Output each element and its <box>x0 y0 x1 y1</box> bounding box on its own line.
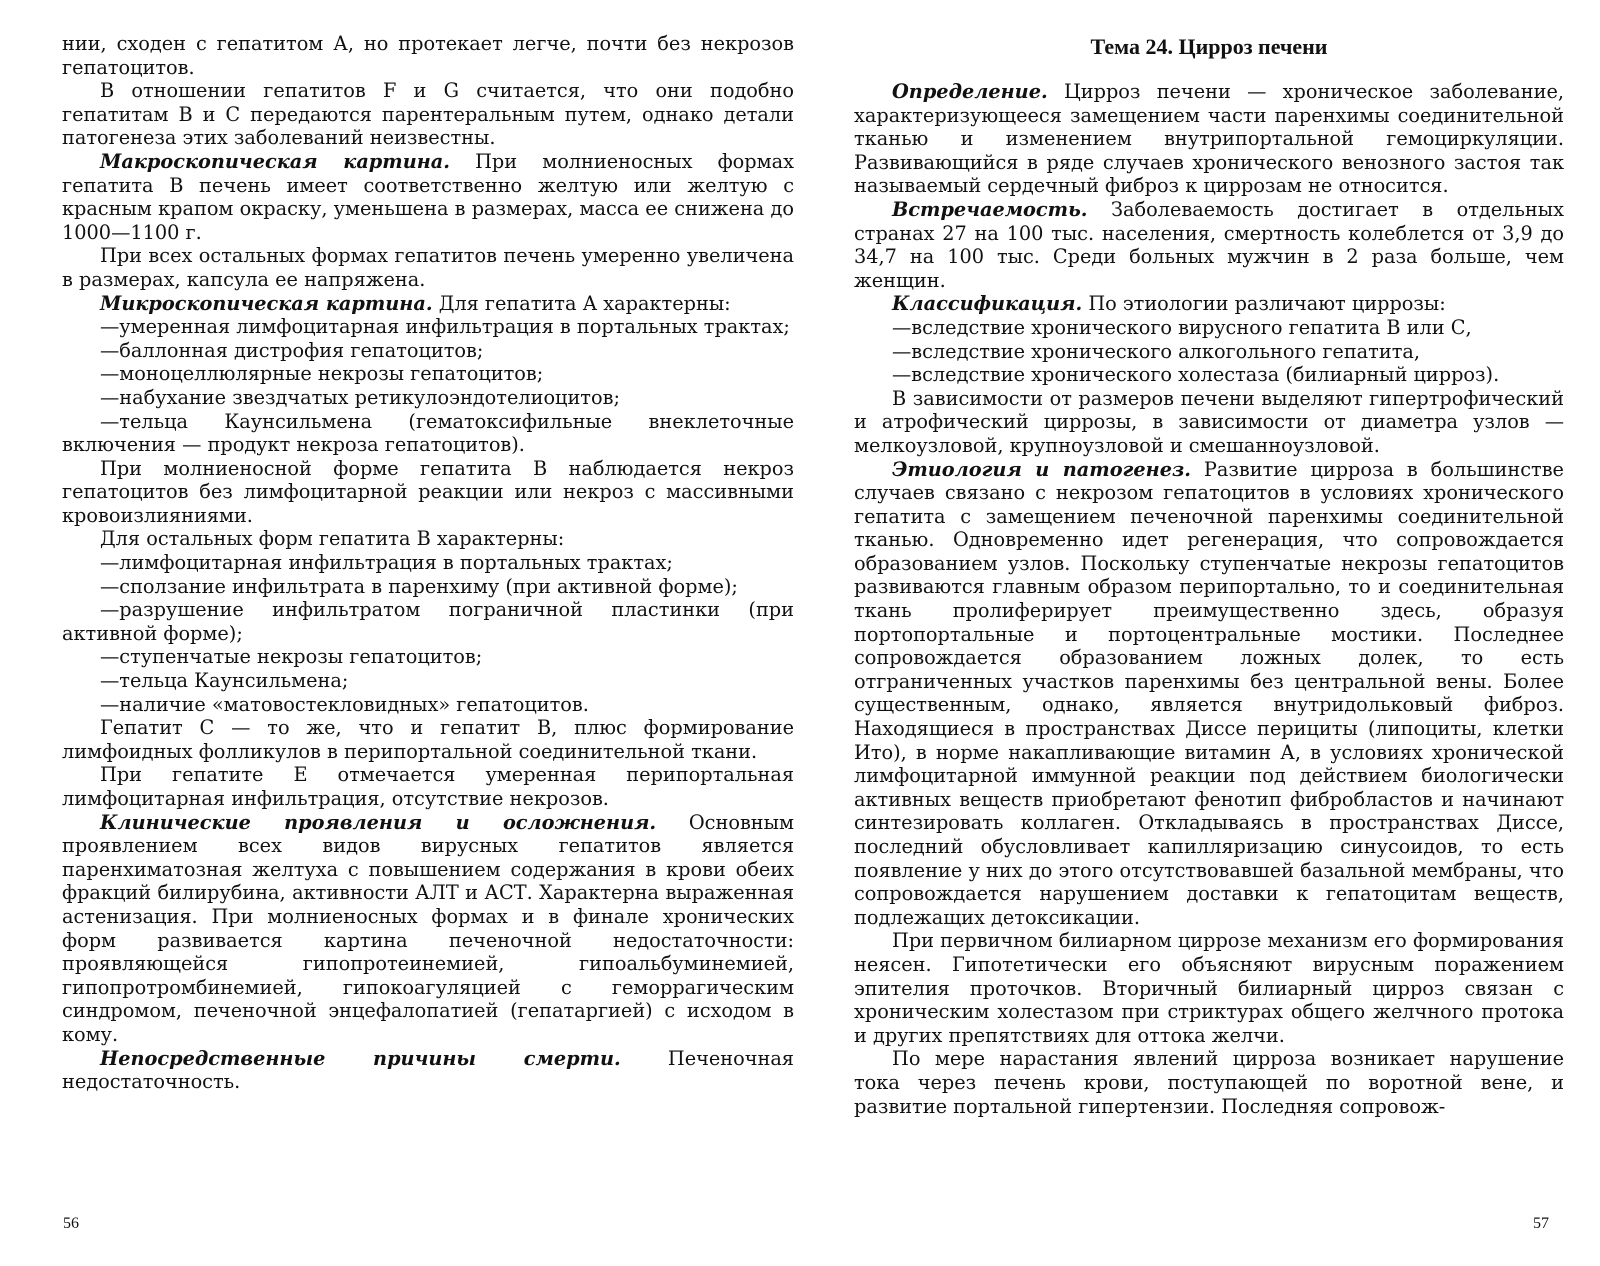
paragraph-term: Классификация. <box>892 292 1083 316</box>
paragraph-term: Макроскопическая картина. <box>100 149 450 173</box>
paragraph <box>854 1047 1564 1118</box>
paragraph-text: Цирроз печени — хроническое заболевание, характеризующееся замещением части паренхимы соединительной тканью и изменением внутрипортальной гемоциркуляции. Развивающийся в ряде случаев хронического венозного застоя так называемый сердечный фиброз к циррозам не относится. <box>854 80 1564 198</box>
left-page-number: 56 <box>63 1215 79 1232</box>
paragraph-text: —баллонная дистрофия гепатоцитов; <box>100 338 484 362</box>
paragraph <box>62 457 794 528</box>
paragraph-text: При всех остальных формах гепатитов печень умеренно увеличена в размерах, капсула ее напряжена. <box>62 244 794 291</box>
paragraph <box>62 1047 794 1094</box>
paragraph <box>62 527 794 551</box>
right-page <box>854 32 1564 1118</box>
left-page-body <box>62 32 794 1094</box>
paragraph <box>62 811 794 1047</box>
list-item <box>62 575 794 599</box>
paragraph <box>854 80 1564 198</box>
paragraph-text: —моноцеллюлярные некрозы гепатоцитов; <box>100 362 544 386</box>
paragraph-text: —наличие «матовостекловидных» гепатоцитов. <box>100 692 589 716</box>
list-item <box>62 339 794 363</box>
paragraph-term: Этиология и патогенез. <box>892 457 1192 481</box>
list-item <box>62 669 794 693</box>
paragraph-text: —разрушение инфильтратом пограничной пластинки (при активной форме); <box>62 598 794 645</box>
right-page-body <box>854 80 1564 1118</box>
paragraph <box>62 79 794 150</box>
paragraph <box>62 32 794 79</box>
paragraph-term: Встречаемость. <box>892 197 1088 221</box>
paragraph-text: В зависимости от размеров печени выделяют гипертрофический и атрофический циррозы, в зависимости от диаметра узлов — мелкоузловой, крупноузловой и смешанноузловой. <box>854 386 1564 457</box>
paragraph-text: При первичном билиарном циррозе механизм его формирования неясен. Гипотетически его объясняют вирусным поражением эпителия проточков. Вторичный билиарный цирроз связан с хроническим холестазом при стриктурах общего желчного протока и других препятствиях для оттока желчи. <box>854 929 1564 1047</box>
paragraph <box>62 150 794 244</box>
list-item <box>62 551 794 575</box>
paragraph-term: Определение. <box>892 80 1048 103</box>
paragraph <box>62 292 794 316</box>
paragraph-text: При гепатите Е отмечается умеренная перипортальная лимфоцитарная инфильтрация, отсутствие некрозов. <box>62 763 794 810</box>
paragraph-text: Печеночная недостаточность. <box>62 1046 794 1094</box>
paragraph-text: —сползание инфильтрата в паренхиму (при активной форме); <box>100 574 738 598</box>
paragraph <box>854 292 1564 316</box>
paragraph-text: —набухание звездчатых ретикулоэндотелиоцитов; <box>100 385 620 409</box>
paragraph-term: Микроскопическая картина. <box>100 291 433 315</box>
paragraph-text: —лимфоцитарная инфильтрация в портальных трактах; <box>100 551 673 575</box>
paragraph <box>854 198 1564 292</box>
paragraph-text: —вследствие хронического алкогольного гепатита, <box>892 339 1420 363</box>
list-item <box>62 645 794 669</box>
paragraph <box>62 244 794 291</box>
paragraph-text: По этиологии различают циррозы: <box>1088 292 1446 316</box>
paragraph-term: Клинические проявления и осложнения. <box>100 810 657 834</box>
list-item <box>62 693 794 717</box>
paragraph <box>854 458 1564 930</box>
right-page-number: 57 <box>1533 1215 1549 1232</box>
list-item <box>62 362 794 386</box>
paragraph-text: В отношении гепатитов F и G считается, что они подобно гепатитам В и С передаются парентеральным путем, однако детали патогенеза этих заболеваний неизвестны. <box>62 79 794 150</box>
list-item <box>62 315 794 339</box>
paragraph-text: —вследствие хронического вирусного гепатита В или С, <box>892 315 1472 339</box>
paragraph <box>62 763 794 810</box>
chapter-title: Тема 24. Цирроз печени <box>1090 34 1328 59</box>
paragraph-text: Основным проявлением всех видов вирусных гепатитов является паренхиматозная желтуха с повышением содержания в крови обеих фракций билирубина, активности АЛТ и АСТ. Характерна выраженная астенизация. При молниеносных формах и в финале хронических форм развивается картина печеночной недостаточности: проявляющейся гипопротеинемией, гипоальбуминемией, гипопротромбинемией, гипокоагуляцией с геморрагическим синдромом, печеночной энцефалопатией (гепатаргией) с исходом в кому. <box>62 810 794 1046</box>
paragraph-text: —ступенчатые некрозы гепатоцитов; <box>100 645 483 669</box>
paragraph-text: Заболеваемость достигает в отдельных странах 27 на 100 тыс. населения, смертность колеблется от 3,9 до 34,7 на 100 тыс. Среди больных мужчин в 2 раза больше, чем женщин. <box>854 197 1564 292</box>
paragraph-text: —вследствие хронического холестаза (билиарный цирроз). <box>892 363 1500 387</box>
paragraph <box>62 716 794 763</box>
paragraph-text: По мере нарастания явлений цирроза возникает нарушение тока через печень крови, поступающей по воротной вене, и развитие портальной гипертензии. Последняя сопровож- <box>854 1047 1564 1118</box>
left-page <box>62 32 794 1094</box>
list-item <box>854 340 1564 364</box>
paragraph-term: Непосредственные причины смерти. <box>100 1046 621 1070</box>
list-item <box>854 363 1564 387</box>
paragraph-text: Гепатит С — то же, что и гепатит В, плюс формирование лимфоидных фолликулов в перипортальной соединительной ткани. <box>62 716 794 763</box>
list-item <box>62 410 794 457</box>
list-item <box>62 598 794 645</box>
paragraph <box>854 387 1564 458</box>
paragraph-text: Развитие цирроза в большинстве случаев связано с некрозом гепатоцитов в условиях хронического гепатита с замещением печеночной паренхимы соединительной тканью. Одновременно идет регенерация, что сопровождается образованием узлов. Поскольку ступенчатые некрозы гепатоцитов развиваются главным образом перипортально, то и соединительная ткань пролиферирует преимущественно здесь, образуя портопортальные и портоцентральные мостики. Последнее сопровождается образованием ложных долек, то есть отграниченных участков паренхимы без центральной вены. Более существенным, однако, является внутридольковый фиброз. Находящиеся в пространствах Диссе перициты (липоциты, клетки Ито), в норме накапливающие витамин А, в условиях хронической лимфоцитарной иммунной реакции под действием биологически активных веществ приобретают фенотип фибробластов и начинают синтезировать коллаген. Откладываясь в пространствах Диссе, последний обусловливает капилляризацию синусоидов, то есть появление у них до этого отсутствовавшей базальной мембраны, что сопровождается нарушением доставки к гепатоцитам веществ, подлежащих детоксикации. <box>854 457 1564 929</box>
paragraph-text: Для остальных форм гепатита В характерны: <box>100 527 565 551</box>
paragraph-text: При молниеносной форме гепатита В наблюдается некроз гепатоцитов без лимфоцитарной реакции или некроз с массивными кровоизлияниями. <box>62 456 794 527</box>
paragraph-text: Для гепатита А характерны: <box>438 291 731 315</box>
list-item <box>62 386 794 410</box>
paragraph-text: нии, сходен с гепатитом А, но протекает легче, почти без некрозов гепатоцитов. <box>62 32 794 79</box>
paragraph <box>854 929 1564 1047</box>
paragraph-text: —умеренная лимфоцитарная инфильтрация в портальных трактах; <box>100 315 790 339</box>
paragraph-text: —тельца Каунсильмена (гематоксифильные внеклеточные включения — продукт некроза гепатоцитов). <box>62 409 794 457</box>
paragraph-text: При молниеносных формах гепатита В печень имеет соответственно желтую или желтую с красным крапом окраску, уменьшена в размерах, масса ее снижена до 1000—1100 г. <box>62 149 794 244</box>
list-item <box>854 316 1564 340</box>
paragraph-text: —тельца Каунсильмена; <box>100 669 349 693</box>
